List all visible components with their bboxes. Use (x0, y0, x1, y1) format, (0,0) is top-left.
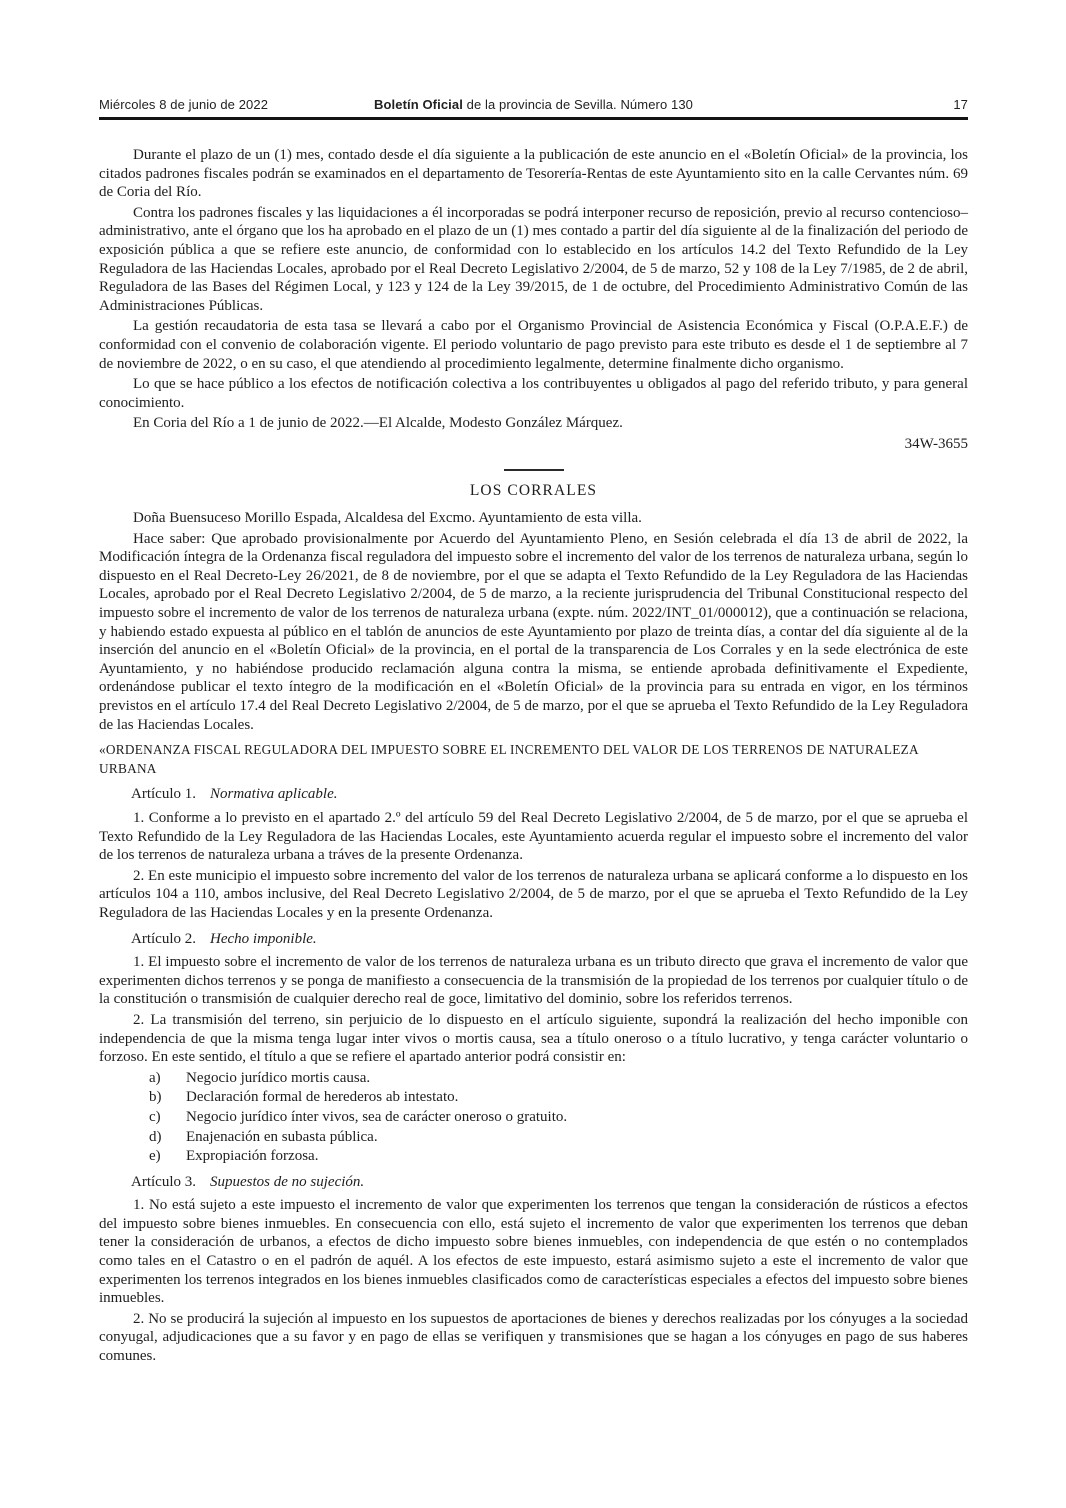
article-2-title: Hecho imponible. (210, 930, 317, 947)
article-3-paragraph-1: 1. No está sujeto a este impuesto el incremento de valor que experimenten los terrenos que tengan la consideración de rústicos a efectos del impuesto sobre bienes inmuebles. En consecuencia con ello, está sujeto el incremento de valor que experimenten los terrenos que deban tener la consideración de urbanos, a efectos de dicho impuesto sobre bienes inmuebles, con independencia de que estén o no contemplados como tales en el Catastro o en el padrón de aquél. A los efectos de este impuesto, estará asimismo sujeto a este el incremento de valor que experimenten los terrenos integrados en los bienes inmuebles clasificados como de características especiales a efectos del impuesto sobre bienes inmuebles. (99, 1197, 968, 1307)
article-3-title: Supuestos de no sujeción. (210, 1173, 365, 1190)
article-1-heading (99, 785, 968, 804)
paragraph-coria-1: Durante el plazo de un (1) mes, contado desde el día siguiente a la publicación de este anuncio en el «Boletín Oficial» de la provincia, los citados padrones fiscales podrán se examinados en el departamento de Tesorería-Rentas de este Ayuntamiento sito en la calle Cervantes núm. 69 de Coria del Río. (99, 147, 968, 201)
signature-line: En Coria del Río a 1 de junio de 2022.—El Alcalde, Modesto González Márquez. (133, 415, 623, 432)
list-item-text: Enajenación en subasta pública. (186, 1128, 378, 1145)
list-item-letter: b) (149, 1089, 162, 1106)
list-item-letter: d) (149, 1128, 162, 1145)
list-item-letter: a) (149, 1069, 161, 1086)
article-2-list (99, 1069, 968, 1166)
article-1-label: Artículo 1. (131, 786, 196, 803)
paragraph-hace-saber: Hace saber: Que aprobado provisionalmente por Acuerdo del Ayuntamiento Pleno, en Sesión celebrada el día 13 de abril de 2022, la Modificación íntegra de la Ordenanza fiscal reguladora del impuesto sobre el incremento del valor de los terrenos de naturaleza urbana, según lo dispuesto en el Real Decreto-Ley 26/2021, de 8 de noviembre, por el que se adapta el Texto Refundido de la Ley Reguladora de las Haciendas Locales, aprobado por el Real Decreto Legislativo 2/2004, de 5 de marzo, a la reciente jurisprudencia del Tribunal Constitucional respecto del impuesto sobre el incremento de valor de los terrenos de naturaleza urbana (expte. núm. 2022/INT_01/000012), que a continuación se relaciona, y habiendo estado expuesta al público en el tablón de anuncios de este Ayuntamiento por plazo de treinta días, a contar del día siguiente al de la inserción del anuncio en el «Boletín Oficial» de la provincia, en el portal de la transparencia de Los Corrales y en la sede electrónica de este Ayuntamiento, y no habiéndose producido reclamación alguna contra la misma, se entiende aprobada definitivamente el Expediente, ordenándose publicar el texto íntegro de la modificación en el «Boletín Oficial» de la provincia para su entrada en vigor, en los términos previstos en el artículo 17.4 del Real Decreto Legislativo 2/2004, de 5 de marzo, por el que se aprueba el Texto Refundido de la Ley Reguladora de las Haciendas Locales. (99, 530, 968, 733)
list-item-text: Declaración formal de herederos ab intestato. (186, 1089, 459, 1106)
bulletin-title (374, 97, 693, 112)
list-item (99, 1147, 968, 1166)
list-item-text: Expropiación forzosa. (186, 1148, 319, 1165)
list-item (99, 1128, 968, 1147)
article-3-heading (99, 1173, 968, 1192)
list-item (99, 1088, 968, 1107)
municipality-title: LOS CORRALES (469, 481, 598, 499)
article-1-paragraph-2: 2. En este municipio el impuesto sobre incremento del valor de los terrenos de naturaleza urbana se aplicará conforme a lo dispuesto en los artículos 104 a 110, ambos inclusive, del Real Decreto Legislativo 2/2004, de 5 de marzo, por el que se aprueba el Texto Refundido de la Ley Reguladora de las Haciendas Locales y en la presente Ordenanza. (99, 867, 968, 921)
page-number: 17 (953, 97, 968, 112)
list-item-text: Negocio jurídico mortis causa. (186, 1069, 371, 1086)
ordinance-heading: «ORDENANZA FISCAL REGULADORA DEL IMPUESTO SOBRE EL INCREMENTO DEL VALOR DE LOS TERRENOS DE NATURALEZA URBANA (99, 742, 919, 776)
list-item-text: Negocio jurídico ínter vivos, sea de carácter oneroso o gratuito. (186, 1108, 568, 1125)
list-item-letter: c) (149, 1108, 161, 1125)
announcement-reference: 34W-3655 (904, 435, 968, 452)
list-item (99, 1108, 968, 1127)
article-1-title: Normativa aplicable. (210, 786, 338, 803)
paragraph-corrales-intro: Doña Buensuceso Morillo Espada, Alcaldesa del Excmo. Ayuntamiento de esta villa. (133, 510, 642, 527)
article-3-paragraph-2: 2. No se producirá la sujeción al impuesto en los supuestos de aportaciones de bienes y derechos realizadas por los cónyuges a la sociedad conyugal, adjudicaciones que a su favor y en pago de ellas se verifiquen y transmisiones que se hagan a los cónyuges en pago de sus haberes comunes. (99, 1310, 968, 1365)
header-date: Miércoles 8 de junio de 2022 (99, 97, 269, 112)
bulletin-subtitle: de la provincia de Sevilla. Número 130 (462, 97, 693, 112)
article-2-paragraph-1: 1. El impuesto sobre el incremento de valor de los terrenos de naturaleza urbana es un tributo directo que grava el incremento de valor que experimenten dichos terrenos y se ponga de manifiesto a consecuencia de la transmisión de la propiedad de los terrenos por cualquier título o de la constitución o transmisión de cualquier derecho real de goce, limitativo del dominio, sobre los referidos terrenos. (99, 954, 968, 1008)
section-divider (504, 469, 564, 471)
header-rule (99, 117, 968, 120)
article-1-paragraph-1: 1. Conforme a lo previsto en el apartado 2.º del artículo 59 del Real Decreto Legislativo 2/2004, de 5 de marzo, por el que se aprueba el Texto Refundido de la Ley Reguladora de las Haciendas Locales, este Ayuntamiento acuerda regular el impuesto sobre el incremento del valor de los terrenos de naturaleza urbana a tráves de la presente Ordenanza. (99, 810, 968, 864)
paragraph-coria-2: Contra los padrones fiscales y las liquidaciones a él incorporadas se podrá interponer recurso de reposición, previo al recurso contencioso–administrativo, ante el órgano que los ha aprobado en el plazo de un (1) mes contado a partir del día siguiente al de la finalización del periodo de exposición pública a que se refiere este anuncio, de conformidad con lo establecido en los artículos 14.2 del Texto Refundido de la Ley Reguladora de las Haciendas Locales, aprobado por el Real Decreto Legislativo 2/2004, de 5 de marzo, 52 y 108 de la Ley 7/1985, de 2 de abril, Reguladora de las Bases del Régimen Local, y 123 y 124 de la Ley 39/2015, de 1 de octubre, del Procedimiento Administrativo Común de las Administraciones Públicas. (99, 204, 968, 314)
list-item (99, 1069, 968, 1088)
document-body (99, 146, 968, 1366)
article-2-heading (99, 930, 968, 949)
paragraph-coria-4: Lo que se hace público a los efectos de notificación colectiva a los contribuyentes u obligados al pago del referido tributo, y para general conocimiento. (99, 376, 968, 411)
list-item-letter: e) (149, 1148, 161, 1165)
bulletin-name: Boletín Oficial (374, 97, 463, 112)
article-2-paragraph-2: 2. La transmisión del terreno, sin perjuicio de lo dispuesto en el artículo siguiente, supondrá la realización del hecho imponible con independencia de que la misma tenga lugar inter vivos o mortis causa, sea a título oneroso o a título lucrativo, y tenga carácter voluntario o forzoso. En este sentido, el título a que se refiere el apartado anterior podrá consistir en: (99, 1011, 968, 1066)
paragraph-coria-3: La gestión recaudatoria de esta tasa se llevará a cabo por el Organismo Provincial de Asistencia Económica y Fiscal (O.P.A.E.F.) de conformidad con el convenio de colaboración vigente. El periodo voluntario de pago previsto para este tributo es desde el 1 de septiembre al 7 de noviembre de 2022, o en su caso, el que atendiendo al procedimiento legalmente, determine finalmente dicho organismo. (99, 318, 968, 372)
page-header (99, 0, 968, 112)
article-2-label: Artículo 2. (131, 930, 196, 947)
page-content (99, 0, 968, 1366)
article-3-label: Artículo 3. (131, 1173, 196, 1190)
